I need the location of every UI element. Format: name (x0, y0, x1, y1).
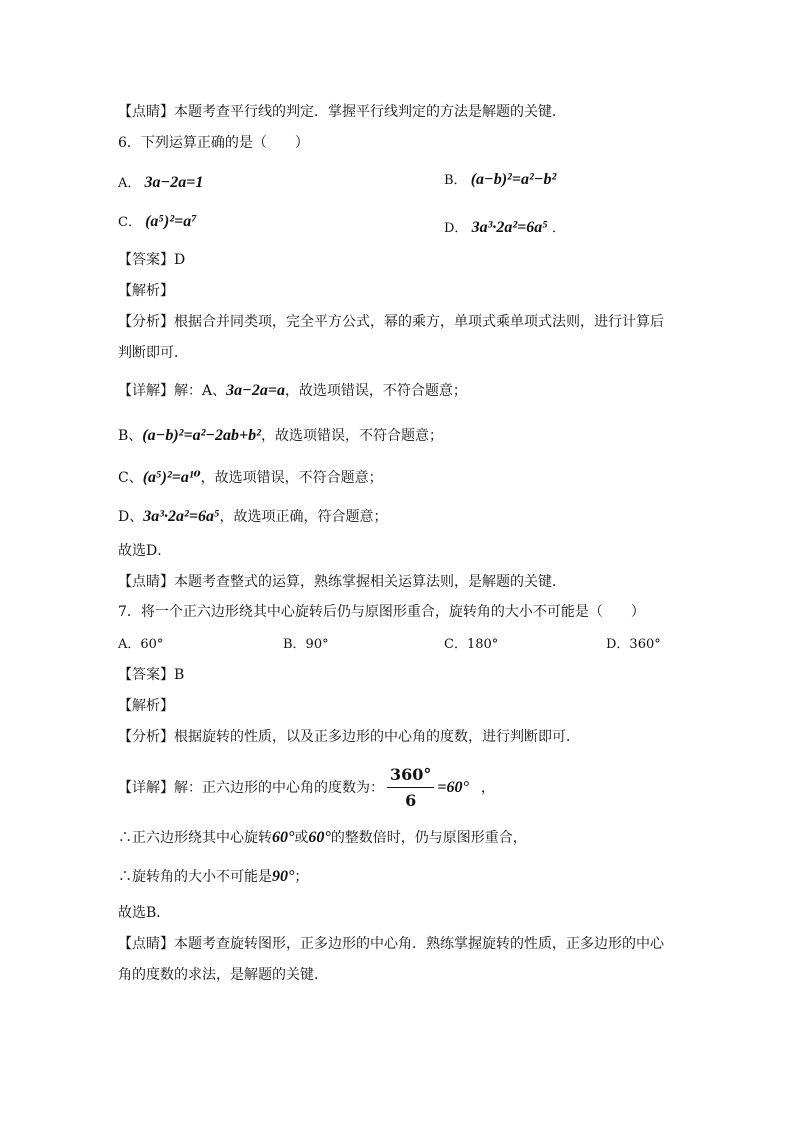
q7-fenxi: 【分析】根据旋转的性质，以及正多边形的中心角的度数，进行判断即可． (118, 729, 580, 745)
q7-option-b: B．90° (283, 637, 329, 652)
q7-line3: ∴旋转角的大小不可能是90°； (118, 868, 309, 885)
q6-option-a: A． 3a−2a=1 (118, 174, 204, 191)
q7-option-d: D．360° (606, 637, 661, 652)
q7-option-a: A．60° (118, 637, 164, 652)
q6-option-d-math: 3a³·2a²=6a⁵ (471, 219, 548, 236)
q6-conclusion: 故选D． (118, 543, 172, 559)
q6-xj-b-math: (a−b)²=a²−2ab+b² (142, 427, 261, 444)
q5-dianjing: 【点睛】本题考查平行线的判定．掌握平行线判定的方法是解题的关键． (118, 104, 566, 120)
q6-dianjing: 【点睛】本题考查整式的运算，熟练掌握相关运算法则，是解题的关键． (118, 574, 566, 590)
q6-option-c-math: (a⁵)²=a⁷ (145, 213, 197, 230)
q7-stem: 7．将一个正六边形绕其中心旋转后仍与原图形重合，旋转角的大小不可能是（ ） (118, 604, 645, 620)
q7-option-c: C．180° (444, 637, 499, 652)
q6-xiangjie-a: 【详解】解：A、3a−2a=a，故选项错误，不符合题意； (118, 382, 467, 399)
q6-option-c: C． (a⁵)²=a⁷ (118, 213, 197, 230)
q7-dianjing-line2: 角的度数的求法，是解题的关键． (118, 967, 328, 983)
q6-xj-a-math: 3a−2a=a (226, 382, 285, 399)
q7-jiexi-heading: 【解析】 (118, 698, 174, 714)
q7-dianjing-line1: 【点睛】本题考查旋转图形，正多边形的中心角．熟练掌握旋转的性质，正多边形的中心 (118, 936, 664, 952)
q6-xiangjie-b: B、(a−b)²=a²−2ab+b²，故选项错误，不符合题意； (118, 427, 443, 444)
q6-option-d: D． 3a³·2a²=6a⁵ ． (444, 219, 566, 236)
q6-xiangjie-d: D、3a³·2a²=6a⁵，故选项正确，符合题意； (118, 508, 388, 525)
q6-option-b: B． (a−b)²=a²−b² (444, 171, 557, 188)
q6-xj-d-math: 3a³·2a²=6a⁵ (143, 508, 220, 525)
q6-jiexi-heading: 【解析】 (118, 283, 174, 299)
q6-option-b-math: (a−b)²=a²−b² (470, 171, 557, 188)
q6-fenxi-line1: 【分析】根据合并同类项，完全平方公式，幂的乘方，单项式乘单项式法则，进行计算后 (118, 314, 664, 330)
q6-xiangjie-c: C、(a⁵)²=a¹⁰，故选项错误，不符合题意； (118, 469, 383, 486)
q6-answer: 【答案】D (118, 252, 186, 268)
q7-fraction: $\frac{360^\circ}{6}$ (387, 764, 434, 812)
q7-line2: ∴正六边形绕其中心旋转60°或60°的整数倍时，仍与原图形重合， (118, 829, 527, 846)
q6-option-a-math: 3a−2a=1 (144, 174, 204, 191)
q7-answer: 【答案】B (118, 667, 185, 683)
q7-xiangjie: 【详解】解：正六边形的中心角的度数为： $\frac{360^\circ}{6}$ =60° ， (118, 765, 495, 810)
q7-frac-result: =60° (437, 779, 469, 796)
q6-xj-c-math: (a⁵)²=a¹⁰ (142, 469, 201, 486)
q6-fenxi-line2: 判断即可． (118, 345, 188, 361)
q6-stem: 6．下列运算正确的是（ ） (118, 135, 309, 151)
q7-conclusion: 故选B． (118, 905, 171, 921)
